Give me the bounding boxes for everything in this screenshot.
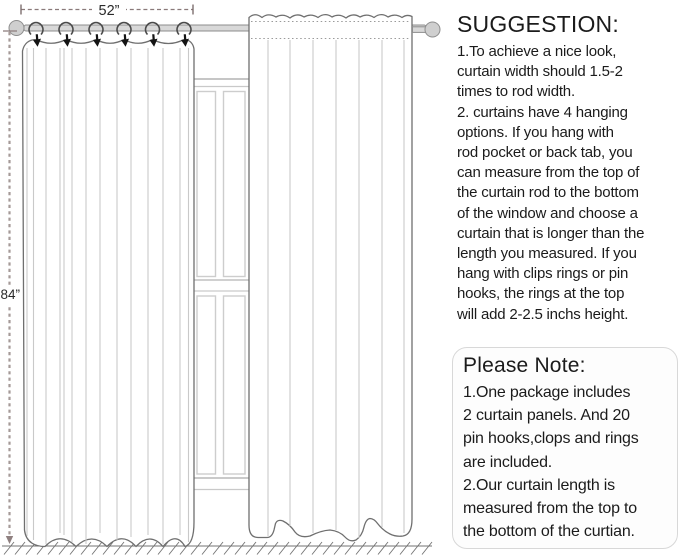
left-curtain-panel (23, 40, 195, 547)
text-line: length you measured. If you (457, 245, 637, 263)
please-note-text (463, 381, 677, 543)
rod-width-label: 52” (98, 3, 120, 19)
suggestion-title: SUGGESTION: (457, 11, 619, 37)
window-pane (197, 92, 216, 277)
floor-hatching (2, 542, 432, 555)
text-line: times to rod width. (457, 83, 575, 101)
text-line: of the window and choose a (457, 204, 638, 222)
text-line: 2. curtains have 4 hanging (457, 103, 628, 121)
text-line: hooks, the rings at the top (457, 285, 625, 303)
text-line: options. If you hang with (457, 123, 614, 141)
text-line: measured from the top to (463, 500, 637, 518)
text-line: pin hooks,clops and rings (463, 430, 639, 448)
text-line: curtain that is longer than the (457, 224, 645, 242)
text-line: 2 curtain panels. And 20 (463, 407, 630, 425)
text-line: are included. (463, 453, 553, 471)
text-line: 1.To achieve a nice look, (457, 43, 617, 60)
window (193, 79, 251, 490)
text-line: 1.One package includes (463, 384, 631, 401)
right-curtain-panel (249, 15, 412, 541)
window-pane (224, 92, 246, 277)
rod-finial-right (413, 22, 441, 37)
window-pane (197, 296, 216, 474)
please-note-box (452, 347, 678, 549)
rod-finial-left (9, 21, 24, 36)
text-line: the curtain rod to the bottom (457, 184, 639, 202)
curtain-length-measurement (0, 31, 21, 544)
suggestion-text (457, 42, 679, 325)
text-line: rod pocket or back tab, you (457, 144, 633, 162)
text-line: 2.Our curtain length is (463, 476, 615, 494)
window-pane (224, 296, 246, 474)
curtain-length-label: 84” (0, 287, 21, 302)
text-line: can measure from the top of (457, 164, 640, 182)
please-note-title: Please Note: (463, 354, 586, 377)
rod-width-measurement (21, 1, 193, 19)
text-line: hang with clips rings or pin (457, 265, 629, 283)
text-line: will add 2-2.5 inchs height. (457, 305, 629, 323)
text-line: the bottom of the curtian. (463, 523, 635, 541)
text-line: curtain width should 1.5-2 (457, 63, 623, 81)
